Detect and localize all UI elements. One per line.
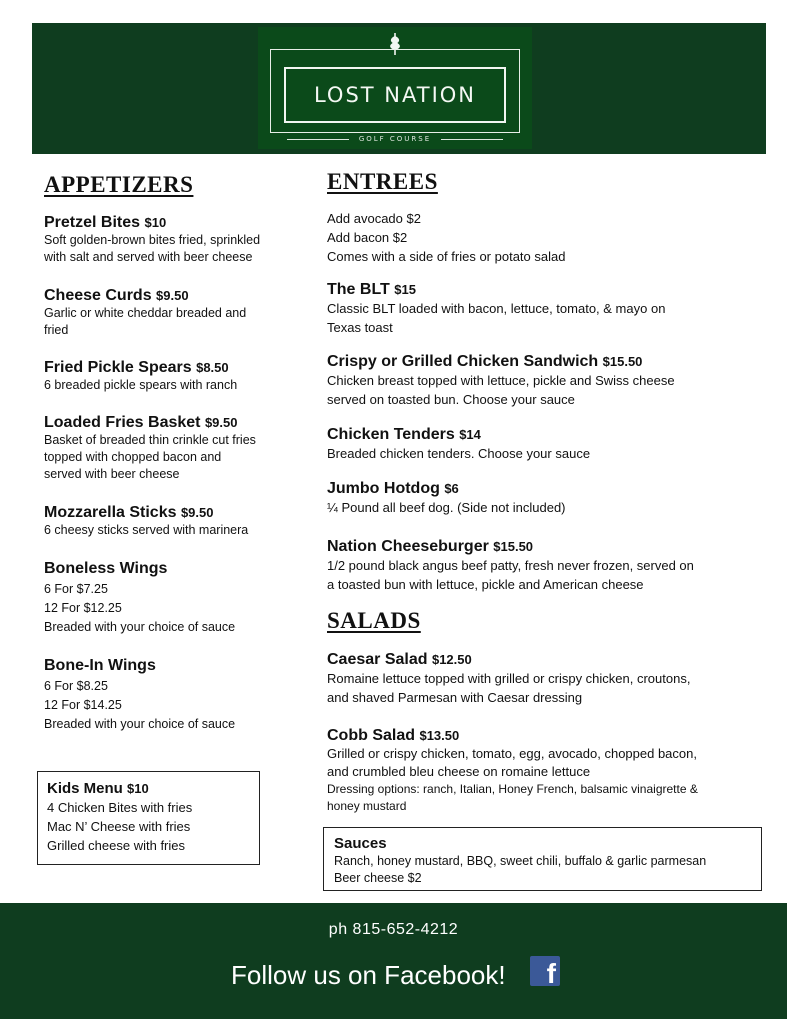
item-price: $15.50 — [602, 354, 643, 369]
description-line: Breaded chicken tenders. Choose your sauce — [327, 446, 591, 461]
item-price: $6 — [444, 481, 459, 496]
sauces-box — [323, 827, 762, 891]
item-description — [327, 745, 698, 781]
logo-title: LOST NATION — [313, 83, 477, 107]
item-name: Cheese Curds — [44, 287, 152, 304]
description-line: 12 For $14.25 — [44, 698, 122, 712]
item-name: Cobb Salad — [327, 727, 416, 744]
item-description — [44, 377, 237, 394]
description-line: 6 cheesy sticks served with marinera — [44, 523, 249, 537]
logo-subtitle-row — [270, 132, 520, 146]
description-line: 6 breaded pickle spears with ranch — [44, 378, 238, 392]
menu-item — [44, 503, 248, 539]
item-name: The BLT — [327, 281, 390, 298]
description-line: Dressing options: ranch, Italian, Honey French, balsamic vinaigrette & — [327, 782, 698, 796]
lost-nation-logo — [258, 27, 532, 149]
phone-number: ph 815-652-4212 — [328, 921, 459, 938]
dressing-options — [327, 781, 698, 815]
menu-item — [44, 656, 235, 734]
item-price: $9.50 — [204, 415, 238, 430]
logo-rule — [287, 139, 349, 140]
description-line: Soft golden-brown bites fried, sprinkled — [44, 233, 261, 247]
item-description — [327, 498, 566, 517]
logo-subtitle: GOLF COURSE — [358, 135, 432, 143]
facebook-icon[interactable] — [530, 956, 560, 989]
item-description — [327, 556, 694, 594]
item-price: $8.50 — [196, 360, 229, 375]
kids-menu-item: Mac N’ Cheese with fries — [47, 819, 191, 834]
description-line: topped with chopped bacon and — [44, 450, 222, 464]
description-line: honey mustard — [327, 799, 407, 813]
menu-item — [44, 358, 237, 394]
item-name: Boneless Wings — [44, 560, 168, 577]
description-line: served with beer cheese — [44, 467, 180, 481]
description-line: and shaved Parmesan with Caesar dressing — [327, 690, 583, 705]
sauces-line: Beer cheese $2 — [334, 871, 422, 885]
item-name: Pretzel Bites — [44, 214, 141, 231]
description-line: 6 For $7.25 — [44, 582, 108, 596]
description-line: a toasted bun with lettuce, pickle and American cheese — [327, 577, 644, 592]
description-line: Garlic or white cheddar breaded and — [44, 306, 247, 320]
kids-menu-title: Kids Menu — [47, 780, 123, 797]
menu-item — [327, 425, 590, 463]
entree-notes — [327, 209, 565, 266]
description-line: 1/2 pound black angus beef patty, fresh never frozen, served on — [327, 558, 694, 573]
item-name: Fried Pickle Spears — [44, 359, 192, 376]
item-price: $13.50 — [419, 728, 460, 743]
salads-heading: SALADS — [327, 608, 421, 633]
sauces-line: Ranch, honey mustard, BBQ, sweet chili, buffalo & garlic parmesan — [334, 854, 707, 868]
kids-menu-box — [37, 771, 260, 865]
note-line: Add avocado $2 — [327, 211, 421, 226]
description-line: Grilled or crispy chicken, tomato, egg, avocado, chopped bacon, — [327, 746, 697, 761]
kids-menu-price: $10 — [127, 781, 149, 796]
logo-rule — [441, 139, 503, 140]
item-description — [44, 232, 260, 266]
description-line: Basket of breaded thin crinkle cut fries — [44, 433, 256, 447]
item-price: $10 — [144, 215, 167, 230]
menu-item — [327, 650, 690, 707]
description-line: fried — [44, 323, 69, 337]
item-price: $14 — [459, 427, 481, 442]
kids-menu-item: 4 Chicken Bites with fries — [47, 800, 193, 815]
item-description — [327, 444, 590, 463]
item-name: Crispy or Grilled Chicken Sandwich — [327, 353, 599, 370]
menu-item — [44, 559, 235, 637]
menu-item — [44, 413, 256, 483]
item-name: Jumbo Hotdog — [327, 480, 440, 497]
item-description — [327, 371, 675, 409]
item-price: $9.50 — [156, 288, 189, 303]
item-name: Chicken Tenders — [327, 426, 455, 443]
item-description — [44, 677, 235, 734]
description-line: Romaine lettuce topped with grilled or crispy chicken, croutons, — [327, 671, 691, 686]
menu-item — [327, 280, 665, 337]
description-line: and crumbled bleu cheese on romaine lettuce — [327, 764, 591, 779]
note-line: Add bacon $2 — [327, 230, 408, 245]
item-description — [44, 580, 235, 637]
menu-item — [44, 286, 246, 339]
item-description — [327, 299, 665, 337]
item-name: Caesar Salad — [327, 651, 428, 668]
description-line: Texas toast — [327, 320, 393, 335]
description-line: Breaded with your choice of sauce — [44, 620, 236, 634]
item-description — [44, 432, 256, 483]
item-name: Bone-In Wings — [44, 657, 156, 674]
footer-band — [0, 903, 787, 1019]
description-line: 12 For $12.25 — [44, 601, 122, 615]
item-name: Nation Cheeseburger — [327, 538, 489, 555]
description-line: Classic BLT loaded with bacon, lettuce, tomato, & mayo on — [327, 301, 666, 316]
menu-item — [327, 726, 698, 815]
entrees-heading: ENTREES — [327, 169, 438, 194]
item-price: $15.50 — [493, 539, 534, 554]
menu-item — [44, 213, 260, 266]
item-description — [327, 669, 690, 707]
item-price: $12.50 — [431, 652, 472, 667]
appetizers-heading: APPETIZERS — [44, 172, 194, 197]
description-line: Breaded with your choice of sauce — [44, 717, 236, 731]
menu-item — [327, 537, 694, 594]
item-name: Mozzarella Sticks — [44, 504, 177, 521]
description-line: 6 For $8.25 — [44, 679, 108, 693]
description-line: Chicken breast topped with lettuce, pickle and Swiss cheese — [327, 373, 675, 388]
item-description — [44, 522, 248, 539]
note-line: Comes with a side of fries or potato salad — [327, 249, 566, 264]
menu-item — [327, 352, 675, 409]
facebook-glyph: f — [546, 958, 556, 989]
facebook-follow-text: Follow us on Facebook! — [231, 960, 506, 990]
description-line: with salt and served with beer cheese — [44, 250, 253, 264]
description-line: served on toasted bun. Choose your sauce — [327, 392, 575, 407]
sauces-title: Sauces — [334, 835, 387, 852]
item-name: Loaded Fries Basket — [44, 414, 201, 431]
description-line: ¼ Pound all beef dog. (Side not included) — [327, 500, 566, 515]
menu-item — [327, 479, 566, 517]
item-price: $9.50 — [180, 505, 214, 520]
item-description — [44, 305, 246, 339]
item-price: $15 — [394, 282, 416, 297]
kids-menu-item: Grilled cheese with fries — [47, 838, 185, 853]
